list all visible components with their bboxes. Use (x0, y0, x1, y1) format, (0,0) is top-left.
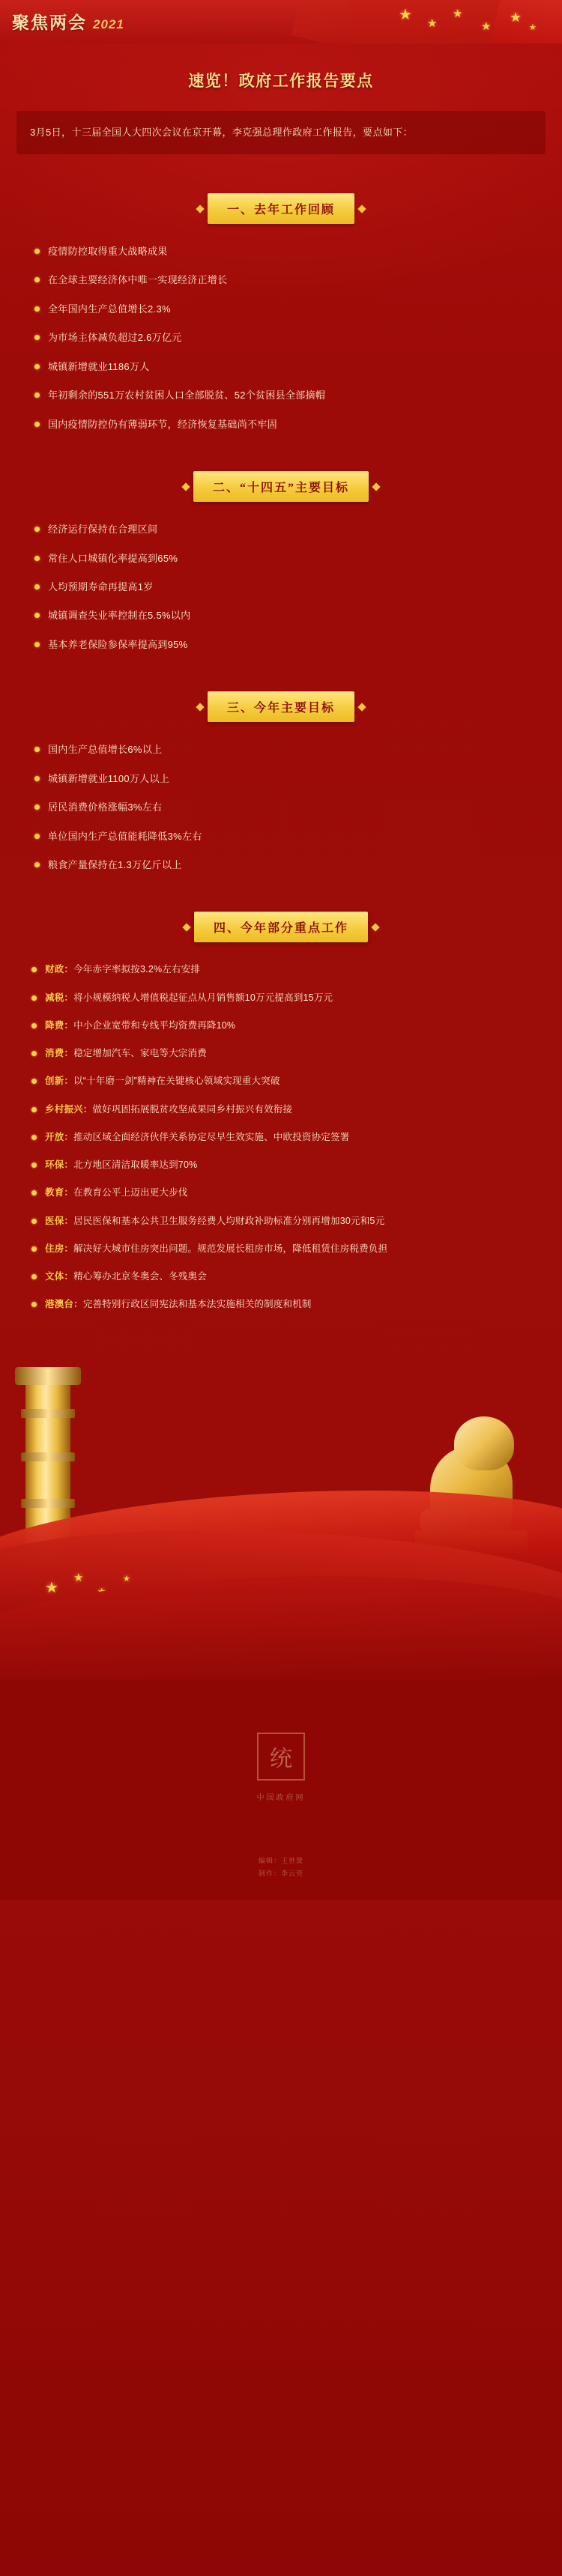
list-item (30, 1241, 532, 1257)
headline-container (0, 69, 562, 91)
section-heading: 三、今年主要目标 (208, 691, 354, 722)
section-this-year-goals (0, 691, 562, 873)
bullet-list (33, 521, 529, 652)
key-label: 环保： (45, 1160, 74, 1171)
section-heading: 二、“十四五”主要目标 (193, 471, 369, 502)
key-label: 消费： (45, 1048, 74, 1059)
list-item: 城镇调查失业率控制在5.5%以内 (33, 607, 529, 623)
section-heading-container (0, 912, 562, 942)
brand (12, 9, 124, 34)
bullet-list (33, 742, 529, 873)
key-label: 开放： (45, 1131, 74, 1142)
list-item: 全年国内生产总值增长2.3% (33, 301, 529, 317)
key-label: 住房： (45, 1243, 74, 1254)
list-item: 国内疫情防控仍有薄弱环节，经济恢复基础尚不牢固 (33, 416, 529, 432)
list-item: 城镇新增就业1100万人以上 (33, 771, 529, 787)
list-item (30, 1269, 532, 1285)
lion-head (454, 1416, 514, 1470)
list-item: 疫情防控取得重大战略成果 (33, 243, 529, 259)
key-text: 完善特别行政区同宪法和基本法实施相关的制度和机制 (82, 1299, 312, 1310)
list-item (30, 1102, 532, 1118)
footer (0, 1680, 562, 1900)
bullet-list (33, 243, 529, 432)
section-key-works (0, 912, 562, 1312)
list-item: 城镇新增就业1186万人 (33, 359, 529, 375)
section-heading: 四、今年部分重点工作 (194, 912, 368, 942)
key-label: 医保： (45, 1215, 74, 1226)
list-item (30, 1018, 532, 1034)
list-item (30, 1157, 532, 1173)
list-item (30, 1130, 532, 1145)
star-icon: ★ (427, 17, 438, 30)
list-item: 居民消费价格涨幅3%左右 (33, 799, 529, 815)
section-year-review (0, 193, 562, 432)
key-label: 港澳台： (45, 1299, 83, 1310)
star-icon: ★ (73, 1571, 84, 1584)
star-icon: ★ (123, 1574, 130, 1584)
section-heading-container (0, 691, 562, 722)
list-item: 单位国内生产总值能耗降低3%左右 (33, 828, 529, 844)
list-item: 常住人口城镇化率提高到65% (33, 551, 529, 566)
list-item: 为市场主体减负超过2.6万亿元 (33, 330, 529, 345)
key-text: 在教育公平上迈出更大步伐 (73, 1187, 188, 1198)
key-label: 财政： (45, 964, 74, 975)
key-text: 今年赤字率拟按3.2%左右安排 (73, 964, 201, 975)
section-14th-five-year-goals (0, 471, 562, 652)
site-logo: 统 (257, 1733, 305, 1781)
key-label: 创新： (45, 1076, 74, 1087)
key-text: 中小企业宽带和专线平均资费再降10% (73, 1019, 236, 1031)
credit-producer: 制作：李云莞 (258, 1869, 303, 1877)
brand-year: 2021 (93, 17, 124, 31)
list-item: 粮食产量保持在1.3万亿斤以上 (33, 857, 529, 873)
list-item (30, 1185, 532, 1201)
star-icon: ★ (399, 7, 412, 23)
key-text: 以“十年磨一剑”精神在关键核心领域实现重大突破 (73, 1076, 280, 1087)
list-item: 人均预期寿命再提高1岁 (33, 579, 529, 595)
list-item: 国内生产总值增长6%以上 (33, 742, 529, 757)
star-icon: ★ (529, 23, 537, 32)
section-heading: 一、去年工作回顾 (208, 193, 354, 224)
key-text: 稳定增加汽车、家电等大宗消费 (73, 1048, 207, 1059)
key-text: 解决好大城市住房突出问题。规范发展长租房市场，降低租赁住房税费负担 (73, 1243, 388, 1254)
page-title: 速览！政府工作报告要点 (188, 72, 374, 90)
key-text: 推动区域全面经济伙伴关系协定尽早生效实施、中欧投资协定签署 (73, 1131, 350, 1142)
star-icon: ★ (510, 10, 522, 25)
key-text: 精心筹办北京冬奥会、冬残奥会 (73, 1271, 207, 1282)
list-item (30, 1213, 532, 1229)
star-icon: ★ (45, 1579, 58, 1596)
list-item (30, 1297, 532, 1312)
star-decoration-group (397, 6, 540, 37)
site-logo-label: 中国政府网 (256, 1793, 306, 1802)
list-item: 经济运行保持在合理区间 (33, 521, 529, 537)
key-label: 乡村振兴： (45, 1103, 93, 1115)
decorative-artwork (0, 1358, 562, 1680)
section-heading-container (0, 471, 562, 502)
list-item: 在全球主要经济体中唯一实现经济正增长 (33, 272, 529, 288)
key-label: 减税： (45, 992, 74, 1003)
pillar-band (21, 1499, 75, 1508)
key-text: 北方地区清洁取暖率达到70% (73, 1160, 198, 1171)
list-item (30, 1073, 532, 1089)
key-label: 降费： (45, 1019, 74, 1031)
top-banner (0, 0, 562, 43)
key-label: 文体： (45, 1271, 74, 1282)
pillar-band (21, 1409, 75, 1418)
credit-editor: 编辑：王世贤 (258, 1856, 303, 1864)
list-item (30, 990, 532, 1006)
section-heading-container (0, 193, 562, 224)
key-label: 教育： (45, 1187, 74, 1198)
list-item (30, 962, 532, 978)
lead-paragraph: 3月5日，十三届全国人大四次会议在京开幕，李克强总理作政府工作报告，要点如下： (16, 111, 546, 154)
pillar-band (21, 1452, 75, 1461)
list-item: 年初剩余的551万农村贫困人口全部脱贫、52个贫困县全部摘帽 (33, 387, 529, 403)
key-text: 做好巩固拓展脱贫攻坚成果同乡村振兴有效衔接 (92, 1103, 293, 1115)
list-item (30, 1046, 532, 1061)
brand-title: 聚焦两会 (12, 13, 87, 32)
key-work-list (30, 962, 532, 1312)
key-text: 将小规模纳税人增值税起征点从月销售额10万元提高到15万元 (73, 992, 333, 1003)
list-item: 基本养老保险参保率提高到95% (33, 637, 529, 652)
star-icon: ★ (453, 7, 463, 20)
key-text: 居民医保和基本公共卫生服务经费人均财政补助标准分别再增加30元和5元 (73, 1215, 385, 1226)
star-icon: ★ (481, 20, 492, 33)
